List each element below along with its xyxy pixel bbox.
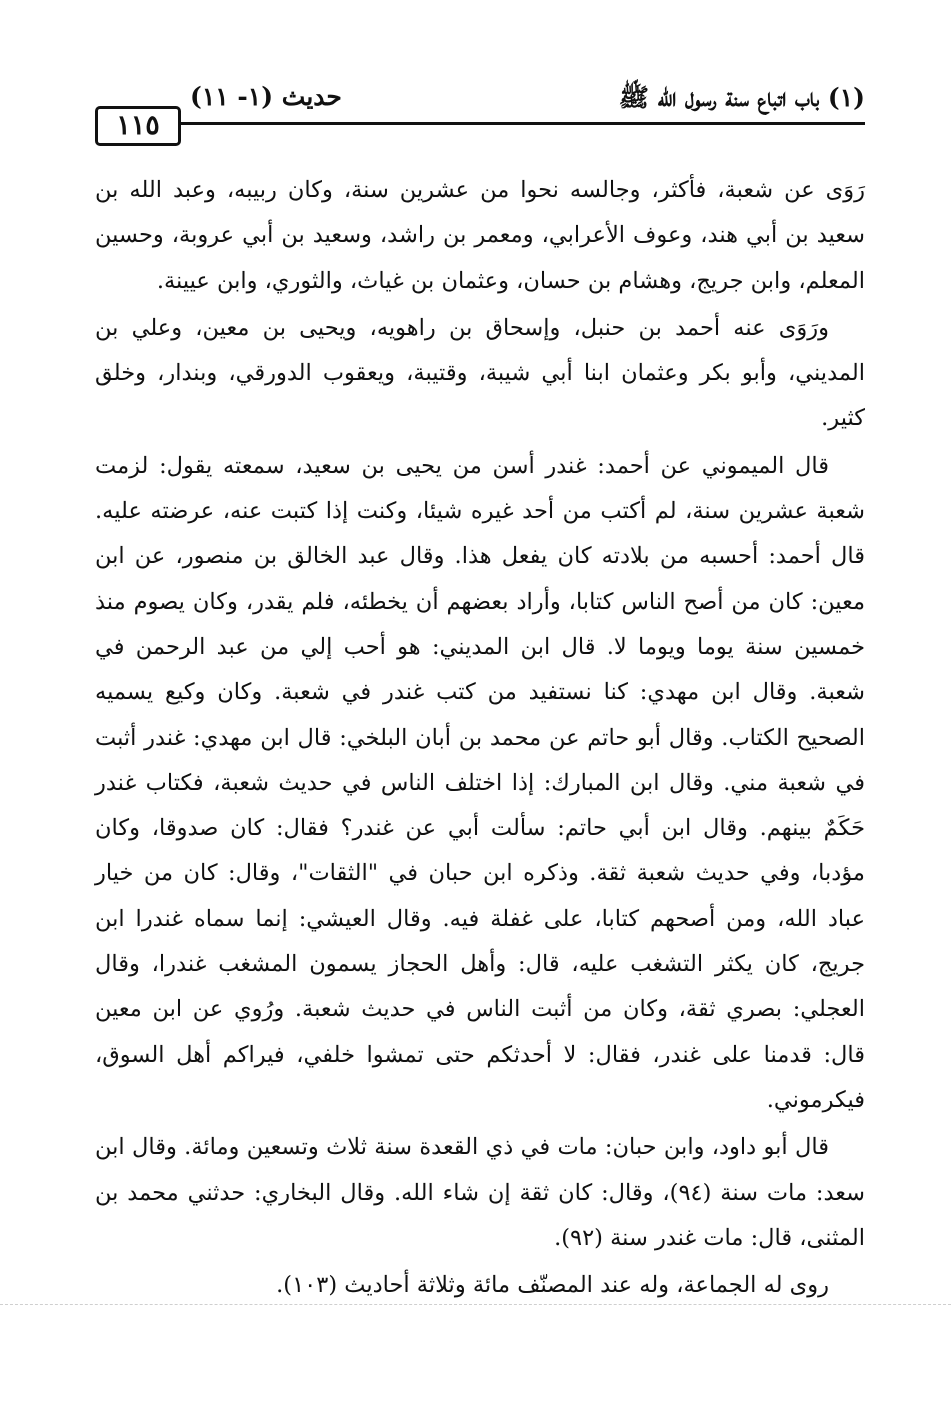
paragraph-narrations-count: روى له الجماعة، وله عند المصنّف مائة وثلاثة أحاديث (١٠٣). [276,1272,829,1299]
paragraph-death: قال أبو داود، وابن حبان: مات في ذي القعدة سنة ثلاث وتسعين ومائة. وقال ابن سعد: مات سنة (٩٤)، وقال: كان ثقة إن شاء الله. وقال البخاري: حدثني محمد بن المثنى، قال: مات غندر سنة (٩٢). [95,1134,865,1251]
page-header [95,78,865,154]
header-rule [179,122,865,125]
paragraph-narrated-from: رَوَى عن شعبة، فأكثر، وجالسه نحوا من عشرين سنة، وكان ربيبه، وعبد الله بن سعيد بن أبي هند، وعوف الأعرابي، ومعمر بن راشد، وسعيد بن أبي عروبة، وحسين المعلم، وابن جريج، وهشام بن حسان، وعثمان بن غياث، والثوري، وابن عيينة. [95,177,865,294]
paragraph-evaluations: قال الميموني عن أحمد: غندر أسن من يحيى بن سعيد، سمعته يقول: لزمت شعبة عشرين سنة، لم أكتب من أحد غيره شيئا، وكنت إذا كتبت عنه، عرضته عليه. قال أحمد: أحسبه من بلادته كان يفعل هذا. وقال عبد الخالق بن منصور، عن ابن معين: كان من أصح الناس كتابا، وأراد بعضهم أن يخطئه، فلم يقدر، وكان يصوم منذ خمسين سنة يوما ويوما لا. قال ابن المديني: هو أحب إلي من عبد الرحمن في شعبة. وقال ابن مهدي: كنا نستفيد من كتب غندر في شعبة. وكان وكيع يسميه الصحيح الكتاب. وقال أبو حاتم عن محمد بن أبان البلخي: قال ابن مهدي: غندر أثبت في شعبة مني. وقال ابن المبارك: إذا اختلف الناس في حديث شعبة، فكتاب غندر حَكَمٌ بينهم. وقال ابن أبي حاتم: سألت أبي عن غندر؟ فقال: كان صدوقا، وكان مؤدبا، وفي حديث شعبة ثقة. وذكره ابن حبان في "الثقات"، وقال: كان من خيار عباد الله، ومن أصحهم كتابا، على غفلة فيه. وقال العيشي: إنما سماه غندرا ابن جريج، كان يكثر التشغب عليه، قال: وأهل الحجاز يسمون المشغب غندرا، وقال العجلي: بصري ثقة، وكان من أثبت الناس في حديث شعبة. ورُوي عن ابن معين قال: قدمنا على غندر، فقال: لا أحدثكم حتى تمشوا خلفي، فيراكم أهل السوق، فيكرموني. [95,452,865,1113]
main-text [95,168,865,1308]
footnote-separator [0,1304,951,1305]
hadith-range: حديث (١- ١١) [190,82,342,111]
chapter-title: (١) باب اتباع سنة رسول الله ﷺ [618,83,865,112]
page-number: ١١٥ [95,106,181,146]
paragraph-narrated-by: ورَوَى عنه أحمد بن حنبل، وإسحاق بن راهويه، ويحيى بن معين، وعلي بن المديني، وأبو بكر وعثمان ابنا أبي شيبة، وقتيبة، ويعقوب الدورقي، وبندار، وخلق كثير. [95,314,865,432]
